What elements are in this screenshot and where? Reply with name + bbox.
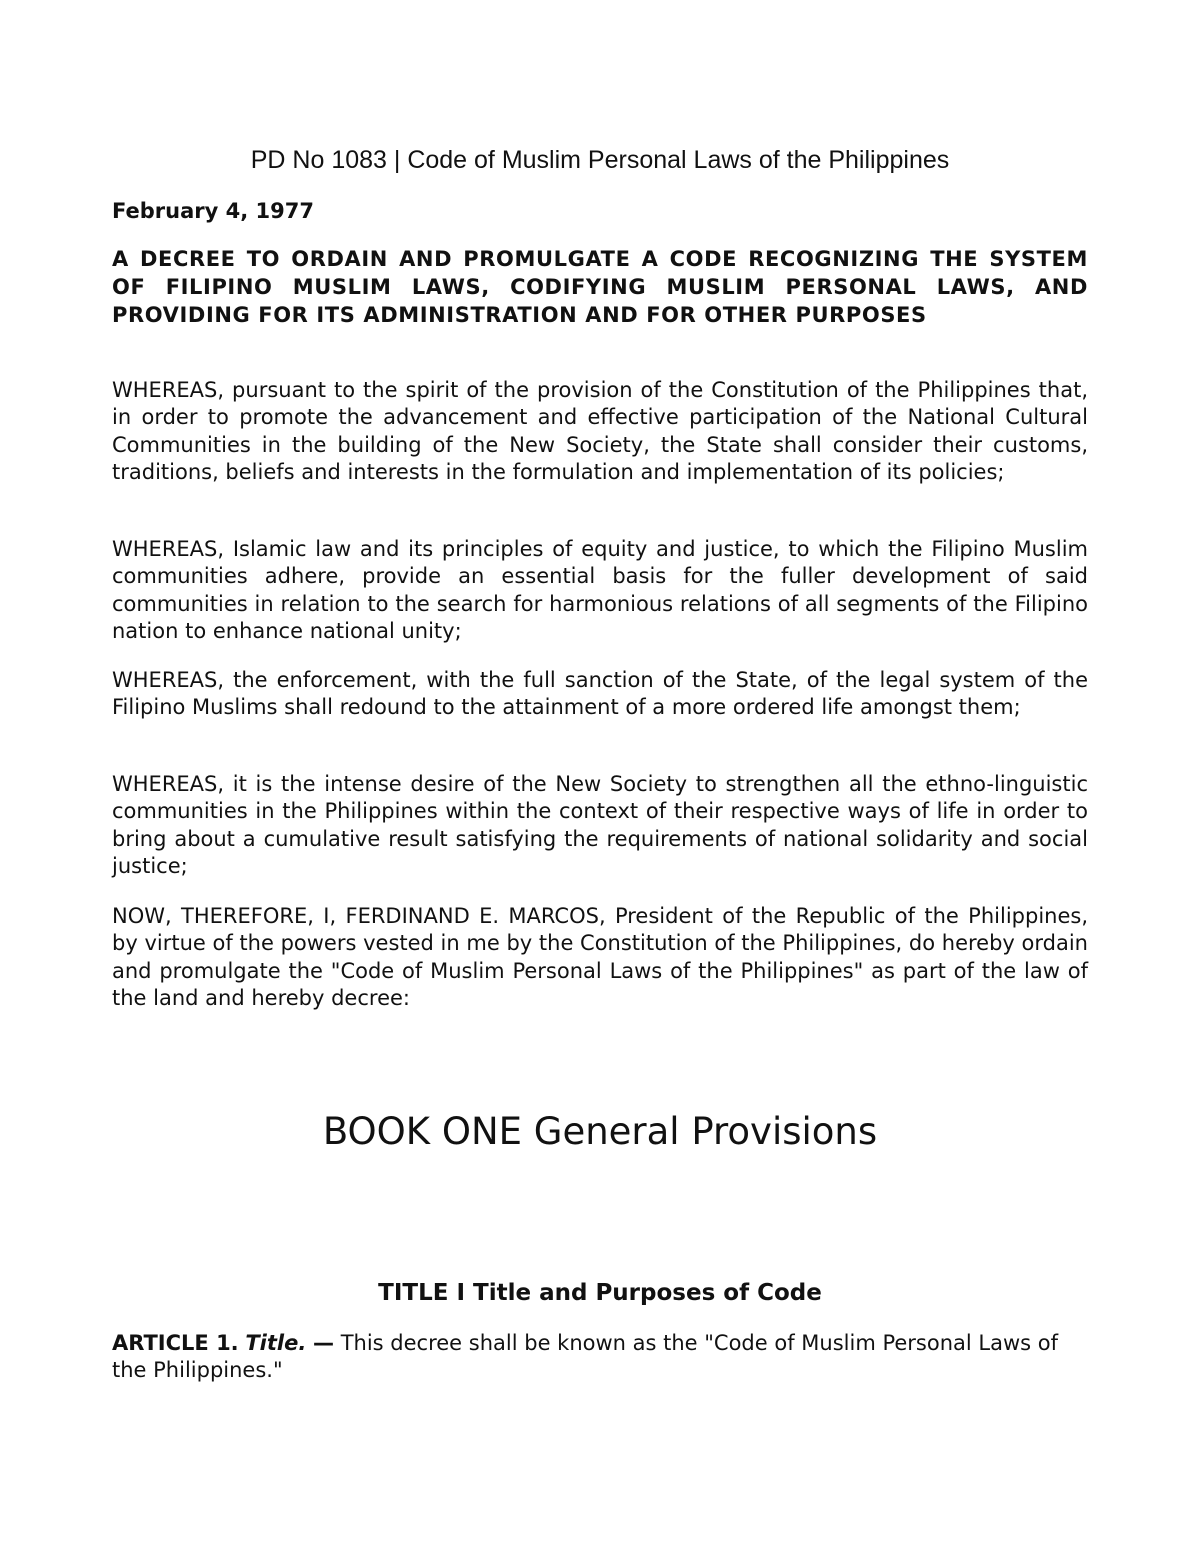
now-therefore-paragraph: NOW, THEREFORE, I, FERDINAND E. MARCOS, President of the Republic of the Philippines, by virtue of the powers vested in me by the Constitution of the Philippines, do hereby ordain and promulgate the "Code of Muslim Personal Laws of the Philippines" as part of the law of the land and hereby decree: [112, 904, 1088, 1011]
whereas-paragraph-2: WHEREAS, Islamic law and its principles of equity and justice, to which the Filipino Muslim communities adhere, provide an essential basis for the fuller development of said communities in relation to the search for harmonious relations of all segments of the Filipino nation to enhance national unity; [112, 537, 1088, 644]
article-text: This decree shall be known as the "Code of Muslim Personal Laws of the Philippines." [112, 1331, 1058, 1383]
decree-heading: A DECREE TO ORDAIN AND PROMULGATE A CODE RECOGNIZING THE SYSTEM OF FILIPINO MUSLIM LAWS, CODIFYING MUSLIM PERSONAL LAWS, AND PROVIDING FOR ITS ADMINISTRATION AND FOR OTHER PURPOSES [112, 247, 1088, 327]
whereas-paragraph-3: WHEREAS, the enforcement, with the full sanction of the State, of the legal system of the Filipino Muslims shall redound to the attainment of a more ordered life amongst them; [112, 668, 1088, 720]
article-number: ARTICLE 1. [112, 1331, 239, 1355]
whereas-paragraph-4: WHEREAS, it is the intense desire of the New Society to strengthen all the ethno-linguistic communities in the Philippines within the context of their respective ways of life in order to bring about a cumulative result satisfying the requirements of national solidarity and social justice; [112, 772, 1088, 879]
decree-date: February 4, 1977 [112, 199, 314, 223]
article-title: Title. [245, 1331, 307, 1355]
whereas-paragraph-1: WHEREAS, pursuant to the spirit of the provision of the Constitution of the Philippines that, in order to promote the advancement and effective participation of the National Cultural Communities in the building of the New Society, the State shall consider their customs, traditions, beliefs and interests in the formulation and implementation of its policies; [112, 378, 1088, 485]
article-dash: — [313, 1331, 335, 1355]
title-heading: TITLE I Title and Purposes of Code [378, 1280, 822, 1306]
article-1 [112, 1330, 1088, 1385]
book-heading: BOOK ONE General Provisions [322, 1110, 878, 1153]
document-title: PD No 1083 | Code of Muslim Personal Laws of the Philippines [250, 146, 950, 174]
